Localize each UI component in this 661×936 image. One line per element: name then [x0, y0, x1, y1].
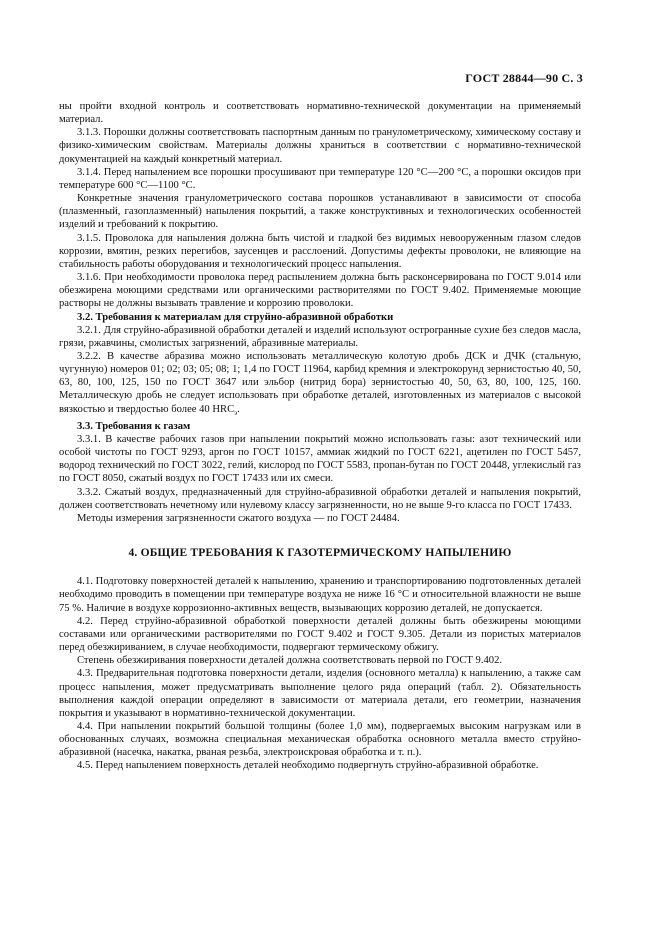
paragraph: 3.1.4. Перед напылением все порошки просушивают при температуре 120 °С—200 °С, а порошки оксидов при температуре 600 °С—1100 °С. [59, 166, 581, 191]
subsection-heading: 3.2. Требования к материалам для струйно-абразивной обработки [77, 311, 394, 323]
paragraph: 4.3. Предварительная подготовка поверхности детали, изделия (основного металла) к напылению, а также сам процесс напыления, может предусматривать выполнение целого ряда операций (табл. 2). Обязательность выполнения каждой операции определяют в зависимости от материала детали, его геометрии, назначения покрытия и указывают в нормативно-технической документации. [59, 668, 581, 719]
document-body [59, 100, 581, 773]
paragraph: 3.1.6. При необходимости проволока перед распылением должна быть расконсервирована по ГОСТ 9.014 или обезжирена моющими средствами или органическими растворителями по ГОСТ 9.402. Применяемые моющие растворы не должны вызывать травление и коррозию проволоки. [59, 272, 581, 310]
page-header: ГОСТ 28844—90 С. 3 [465, 71, 583, 85]
paragraph: Методы измерения загрязненности сжатого воздуха — по ГОСТ 24484. [77, 512, 400, 524]
paragraph: 4.1. Подготовку поверхностей деталей к напылению, хранению и транспортированию подготовленных деталей необходимо проводить в помещении при температуре воздуха не ниже 16 °С и относительной влажности не выше 75 %. Наличие в воздухе коррозионно-активных веществ, вызывающих коррозию деталей, не допускается. [59, 576, 581, 614]
subsection-heading: 3.3. Требования к газам [77, 420, 191, 432]
paragraph: Конкретные значения гранулометрического состава порошков устанавливают в зависимости от способа (плазменный, газоплазменный) напыления покрытий, а также конструктивных и технологических особенностей изделий и требований к покрытию. [59, 193, 581, 231]
paragraph: 4.2. Перед струйно-абразивной обработкой поверхности деталей должны быть обезжирены моющими составами или органическими растворителями по ГОСТ 9.402 и ГОСТ 9.305. Детали из пористых материалов перед обезжириванием, в случае необходимости, подвергают термическому обжигу. [59, 615, 581, 654]
paragraph: 3.3.1. В качестве рабочих газов при напылении покрытий можно использовать газы: азот технический или особой чистоты по ГОСТ 9293, аргон по ГОСТ 10157, аммиак жидкий по ГОСТ 6221, ацетилен по ГОСТ 5457, водород технический по ГОСТ 3022, гелий, кислород по ГОСТ 5583, пропан-бутан по ГОСТ 20448, углекислый газ по ГОСТ 8050, сжатый воздух по ГОСТ 17433 или их смеси. [59, 434, 581, 485]
paragraph: 3.3.2. Сжатый воздух, предназначенный для струйно-абразивной обработки деталей и напыления покрытий, должен соответствовать нечетному или нулевому классу загрязненности, но не выше 9-го класса по ГОСТ 17433. [59, 486, 581, 511]
paragraph: 3.2.1. Для струйно-абразивной обработки деталей и изделий используют остроrранные сухие без следов масла, грязи, ржавчины, смолистых загрязнений, абразивные материалы. [59, 324, 581, 349]
section-heading: 4. ОБЩИЕ ТРЕБОВАНИЯ К ГАЗОТЕРМИЧЕСКОМУ НАПЫЛЕНИЮ [128, 547, 512, 560]
paragraph: 4.4. При напылении покрытий большой толщины (более 1,0 мм), подвергаемых высоким нагрузкам или в обоснованных случаях, возможна специальная механическая обработка основного металла вместо струйно-абразивной (насечка, накатка, рваная резьба, электроискровая обработка и т. п.). [59, 720, 581, 759]
paragraph: 3.1.3. Порошки должны соответствовать паспортным данным по гранулометрическому, химическому составу и физико-химическим свойствам. Материалы должны храниться в соответствии с нормативно-технической документацией на каждый конкретный материал. [59, 127, 581, 165]
paragraph: Степень обезжиривания поверхности деталей должна соответствовать первой по ГОСТ 9.402. [77, 655, 503, 667]
paragraph: 3.1.5. Проволока для напыления должна быть чистой и гладкой без видимых невооруженным глазом следов коррозии, вмятин, резких перегибов, заусенцев и расслоений. Допустимы дефекты проволоки, не влияющие на стабильность работы оборудования и технологический процесс напыления. [59, 232, 581, 270]
paragraph: 3.2.2. В качестве абразива можно использовать металлическую колотую дробь ДСК и ДЧК (стальную, чугунную) номеров 01; 02; 03; 05; 08; 1; 1,4 по ГОСТ 11964, карбид кремния и электрокорунд зернистостью 40, 50, 63, 80, 100, 125, 150 по ГОСТ 3647 или эльбор (нитрид бора) зернистостью 40, 50, 63, 80, 100, 125, 160. Металлическую дробь не следует использовать при обработке деталей, изготовленных из материалов с высокой вязкостью и твердостью более 40 $HRC_э$. [59, 350, 581, 417]
paragraph: ны пройти входной контроль и соответствовать нормативно-технической документации на применяемый материал. [59, 101, 581, 126]
paragraph: 4.5. Перед напылением поверхность деталей необходимо подвергнуть струйно-абразивной обработке. [77, 760, 539, 772]
